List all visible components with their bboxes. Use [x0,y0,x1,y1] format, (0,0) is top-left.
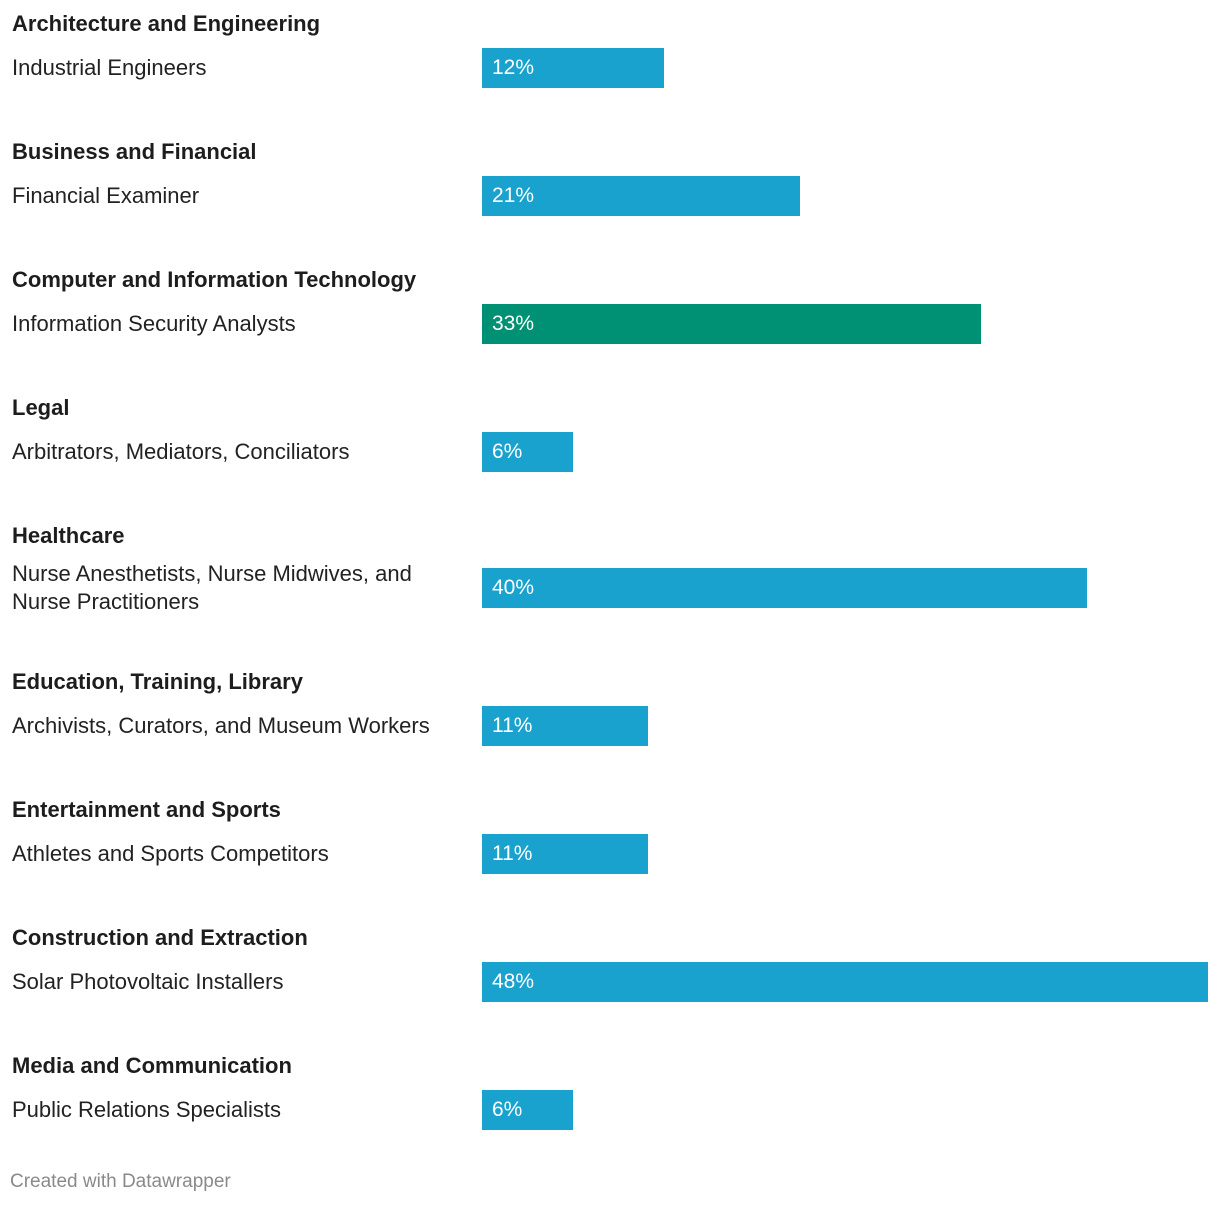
value-label: 40% [492,576,535,599]
group-title: Computer and Information Technology [12,267,417,292]
group-title: Healthcare [12,523,125,548]
group-title: Media and Communication [12,1053,292,1078]
group-title: Construction and Extraction [12,925,308,950]
category-label: Archivists, Curators, and Museum Workers [12,713,430,738]
category-label: Financial Examiner [12,183,200,208]
group-title: Business and Financial [12,139,257,164]
value-label: 33% [492,312,535,335]
category-label: Solar Photovoltaic Installers [12,969,284,994]
category-label: Public Relations Specialists [12,1097,282,1122]
category-label: Athletes and Sports Competitors [12,841,329,866]
bar [482,706,648,746]
value-label: 21% [492,184,535,207]
category-label: Arbitrators, Mediators, Conciliators [12,439,350,464]
bar [482,1090,573,1130]
group-title: Entertainment and Sports [12,797,281,822]
value-label: 48% [492,970,535,993]
value-label: 6% [492,1098,523,1121]
bar [482,432,573,472]
bar [482,48,664,88]
bar [482,568,1087,608]
value-label: 12% [492,56,535,79]
value-label: 6% [492,440,523,463]
group-title: Education, Training, Library [12,669,303,694]
bar [482,176,800,216]
group-title: Legal [12,395,70,420]
group-title: Architecture and Engineering [12,11,321,36]
value-label: 11% [492,714,533,737]
category-label: Nurse Anesthetists, Nurse Midwives, and Nurse Practitioners [12,561,412,614]
value-label: 11% [492,842,533,865]
category-label: Information Security Analysts [12,311,296,336]
bar [482,962,1208,1002]
bar [482,304,981,344]
category-label: Industrial Engineers [12,55,207,80]
bar [482,834,648,874]
datawrapper-credit[interactable]: Created with Datawrapper [10,1171,231,1192]
